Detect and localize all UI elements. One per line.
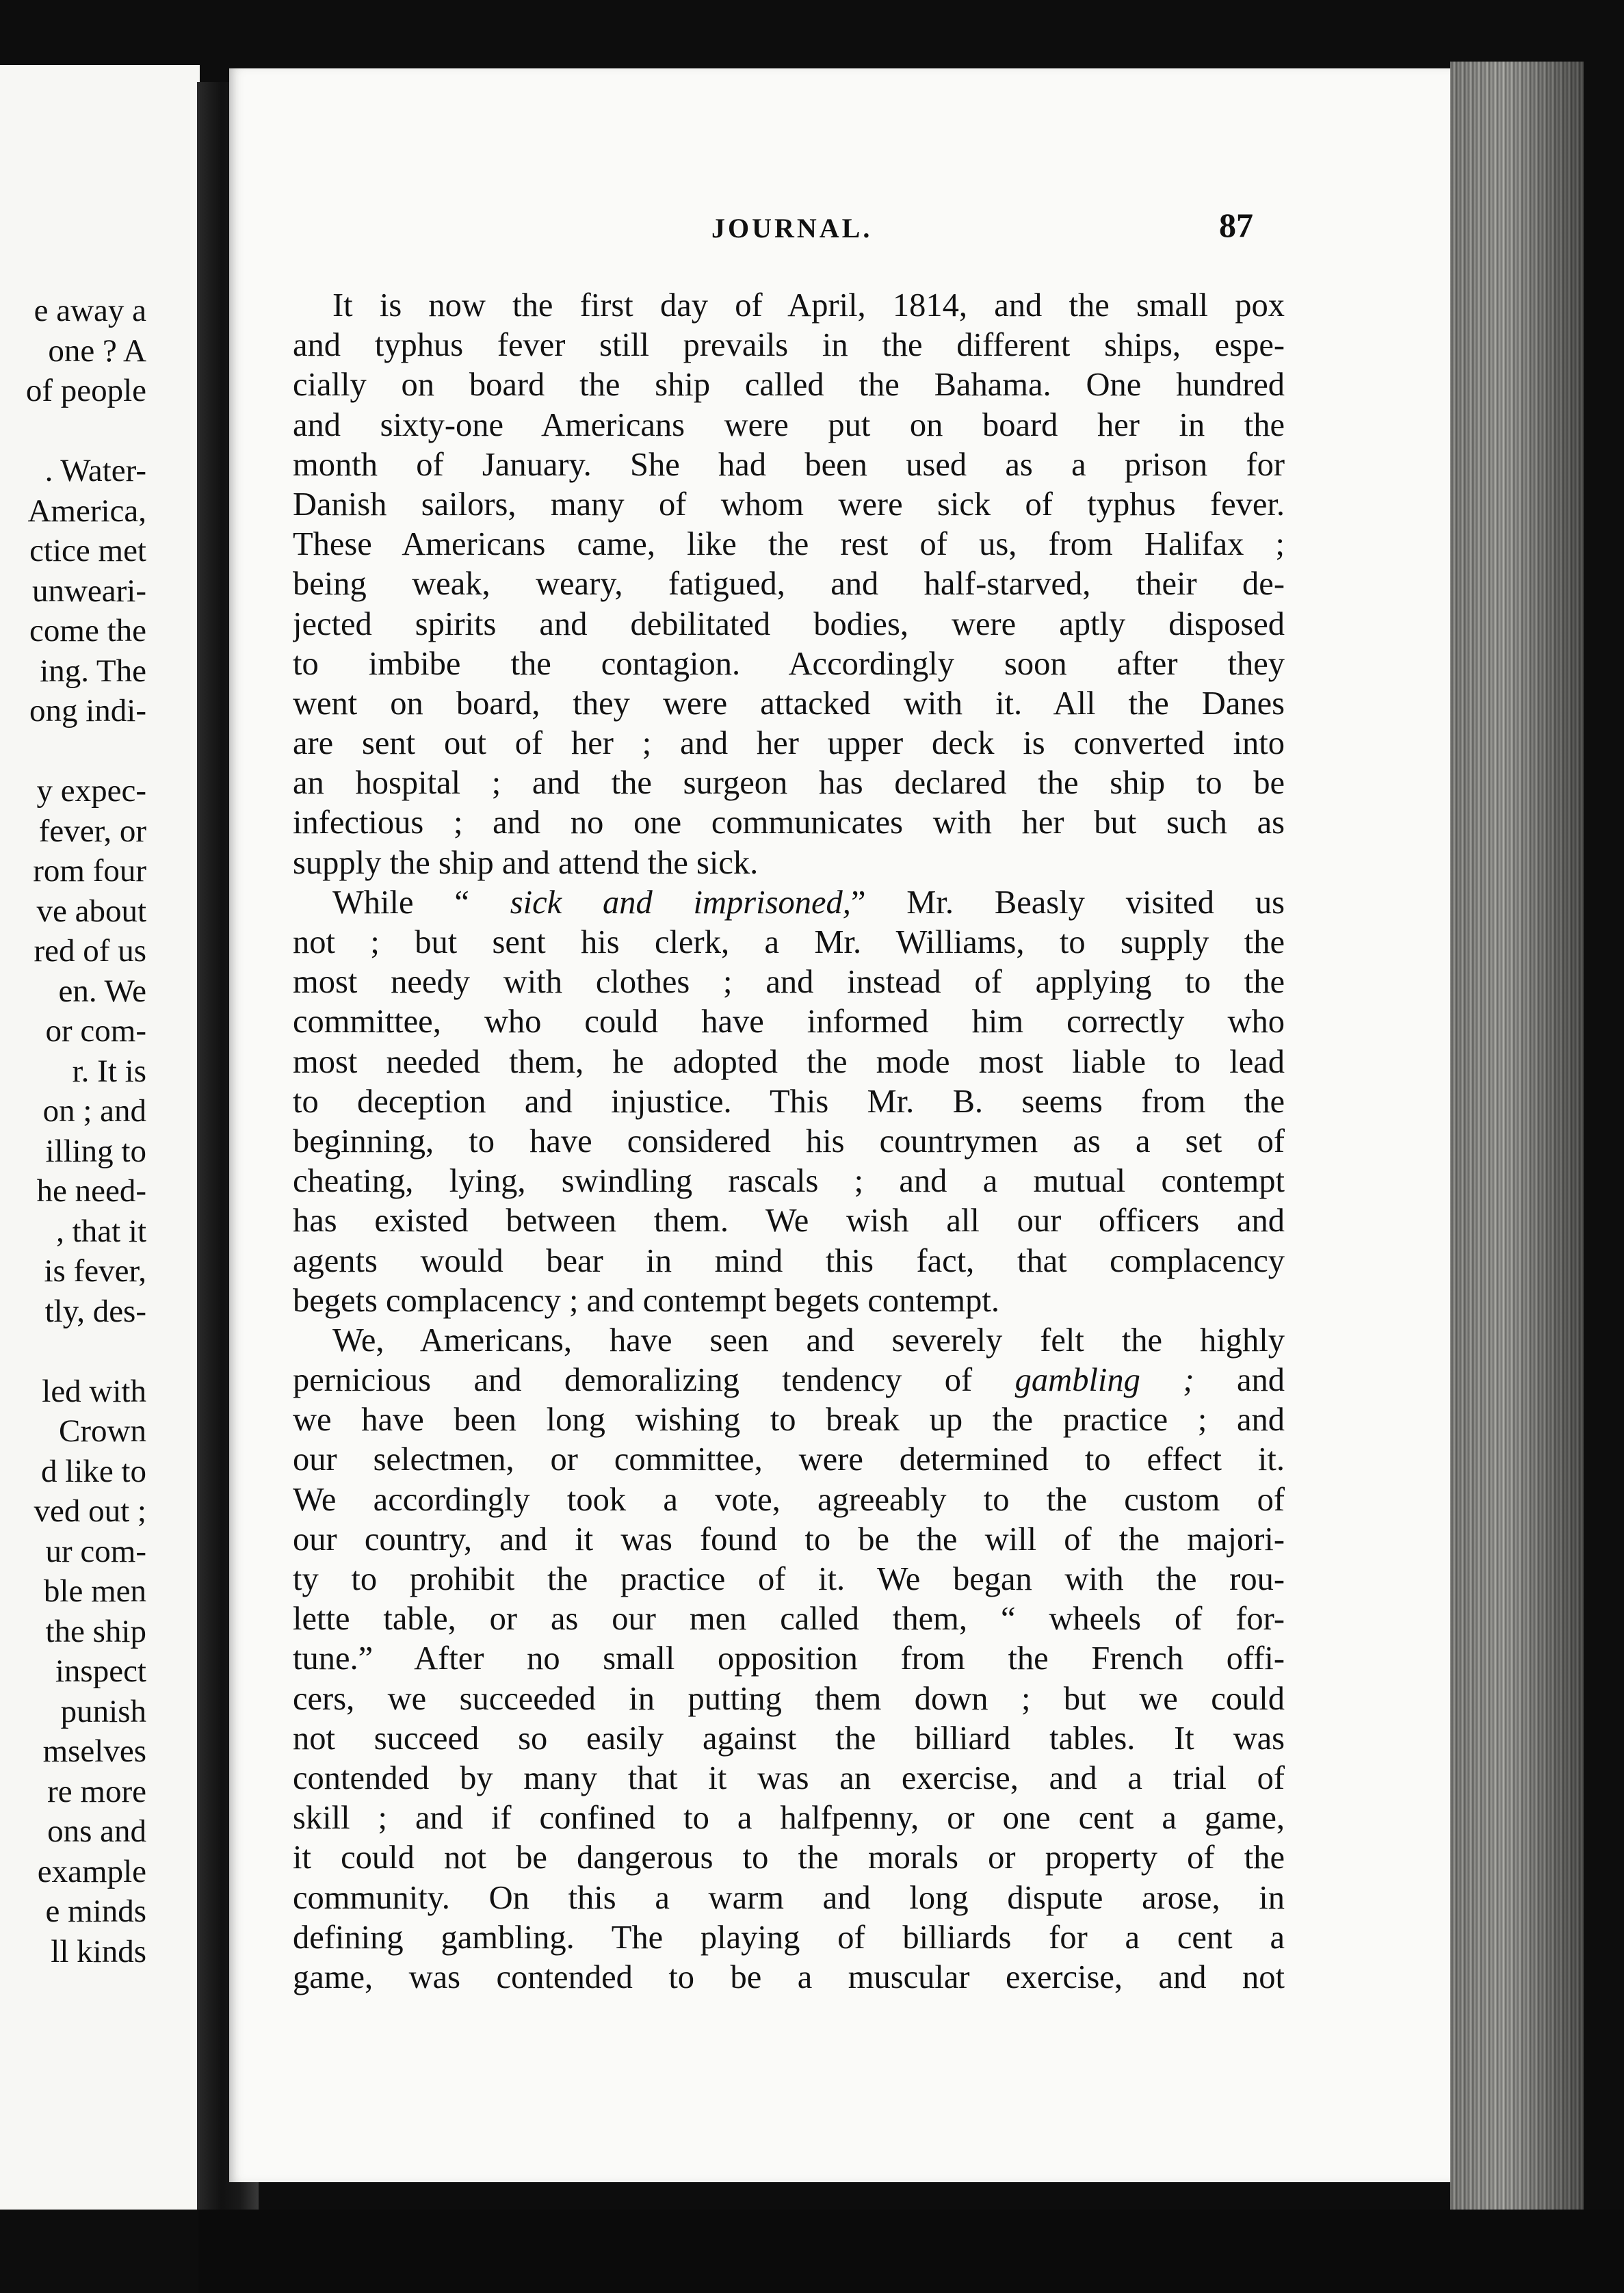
left-page-line [26,731,146,772]
text-line: game, was contended to be a muscular exercise, and not [293,1958,1285,1995]
left-page-line: fever, or [38,813,146,849]
text-line: pernicious and demoralizing tendency of gambling ; and [293,1362,1285,1399]
text-line: skill ; and if confined to a halfpenny, or one cent a game, [293,1800,1285,1837]
left-page-line: ing. The [40,653,146,689]
text-line: we have been long wishing to break up the practice ; and [293,1402,1285,1439]
left-page-line: come the [29,613,146,648]
left-page-line: punish [60,1693,146,1729]
text-line: cially on board the ship called the Bahama. One hundred [293,367,1285,404]
text-line: and typhus fever still prevails in the different ships, espe- [293,327,1285,364]
text-line: These Americans came, like the rest of us, from Halifax ; [293,526,1285,563]
left-page-line: ll kinds [51,1933,146,1969]
text-line: cers, we succeeded in putting them down ; but we could [293,1680,1285,1717]
text-line: tune.” After no small opposition from the French offi- [293,1640,1285,1677]
left-page-text [26,291,146,1971]
left-page-line: red of us [34,933,146,969]
left-page-line: inspect [55,1653,146,1689]
left-page-line: rom four [33,853,146,889]
left-page-line: en. We [58,973,146,1009]
left-page-line: ble men [43,1573,146,1609]
left-page-line: e away a [34,293,146,328]
left-page-line: e minds [45,1894,146,1929]
running-head: JOURNAL. [711,213,873,244]
text-line: defining gambling. The playing of billiards for a cent a [293,1919,1285,1956]
text-line: committee, who could have informed him correctly who [293,1004,1285,1040]
left-page-line: is fever, [44,1253,146,1289]
left-page-line: ctice met [29,533,146,568]
text-line: most needy with clothes ; and instead of applying to the [293,964,1285,1001]
text-line: our country, and it was found to be the will of the majori- [293,1521,1285,1558]
text-line: supply the ship and attend the sick. [293,844,759,881]
text-line: While “ sick and imprisoned,” Mr. Beasly visited us [332,884,1285,921]
left-page-line: . Water- [44,453,146,488]
left-page-line: re more [47,1773,146,1809]
text-line: are sent out of her ; and her upper deck is converted into [293,725,1285,762]
paragraph [293,1321,1285,1997]
left-page-line: ved out ; [34,1493,146,1529]
left-page-line: ve about [36,893,146,929]
text-line: being weak, weary, fatigued, and half-starved, their de- [293,566,1285,603]
left-page-line: led with [42,1373,146,1409]
text-line: beginning, to have considered his countrymen as a set of [293,1123,1285,1159]
text-line: month of January. She had been used as a prison for [293,446,1285,483]
left-page-line: , that it [56,1213,146,1249]
left-page-line: one ? A [48,332,146,369]
paragraph [293,883,1285,1321]
left-page-line: ons and [47,1813,146,1849]
text-line: and sixty-one Americans were put on board her in the [293,406,1285,443]
left-page-line: America, [27,493,146,529]
text-line: cheating, lying, swindling rascals ; and a mutual contempt [293,1163,1285,1200]
text-line: not succeed so easily against the billiard tables. It was [293,1720,1285,1757]
left-page-line: on ; and [42,1093,146,1129]
text-line: community. On this a warm and long dispute arose, in [293,1879,1285,1916]
left-page-line: of people [25,373,146,408]
left-page-line: he need- [36,1173,146,1209]
text-line: has existed between them. We wish all our officers and [293,1203,1285,1240]
left-page-line [26,1331,146,1372]
left-facing-page [0,65,200,2210]
text-line: ty to prohibit the practice of it. We began with the rou- [293,1561,1285,1597]
body-text [293,286,1285,1997]
text-line: to deception and injustice. This Mr. B. seems from the [293,1083,1285,1120]
left-page-line: unweari- [31,573,146,609]
left-page-line: mselves [42,1733,146,1769]
text-line: begets complacency ; and contempt begets contempt. [293,1282,999,1319]
text-line: an hospital ; and the surgeon has declared the ship to be [293,765,1285,802]
text-line: lette table, or as our men called them, “ wheels of for- [293,1601,1285,1638]
text-line: went on board, they were attacked with it. All the Danes [293,685,1285,722]
page-number: 87 [1219,206,1253,244]
fore-edge-shade [1450,62,1584,2216]
left-page-line: the ship [45,1613,146,1649]
left-page-line: Crown [59,1413,146,1449]
bottom-shadow [198,2210,1624,2293]
left-page-line [26,411,146,451]
text-line: contended by many that it was an exercise, and a trial of [293,1759,1285,1796]
text-line: it could not be dangerous to the morals or property of the [293,1839,1285,1876]
left-page-line: example [37,1853,146,1889]
text-line: We, Americans, have seen and severely felt the highly [332,1322,1285,1359]
text-line: to imbibe the contagion. Accordingly soon after they [293,645,1285,682]
text-line: most needed them, he adopted the mode most liable to lead [293,1043,1285,1080]
text-line: agents would bear in mind this fact, that complacency [293,1242,1285,1279]
text-line: infectious ; and no one communicates with her but such as [293,804,1285,841]
left-page-line: illing to [45,1133,146,1169]
left-page-line: ur com- [45,1533,146,1569]
text-line: not ; but sent his clerk, a Mr. Williams, to supply the [293,924,1285,960]
left-page-line: r. It is [72,1053,146,1089]
text-line: We accordingly took a vote, agreeably to the custom of [293,1481,1285,1518]
text-line: our selectmen, or committee, were determined to effect it. [293,1441,1285,1478]
text-line: Danish sailors, many of whom were sick of typhus fever. [293,486,1285,523]
paragraph [293,286,1285,883]
left-page-line: tly, des- [44,1293,146,1329]
text-line: jected spirits and debilitated bodies, were aptly disposed [293,605,1285,642]
left-page-line: y expec- [36,773,146,809]
left-page-line: ong indi- [29,693,146,729]
left-page-line: or com- [45,1013,146,1049]
left-page-line: d like to [40,1453,146,1489]
text-line: It is now the first day of April, 1814, and the small pox [332,287,1285,324]
